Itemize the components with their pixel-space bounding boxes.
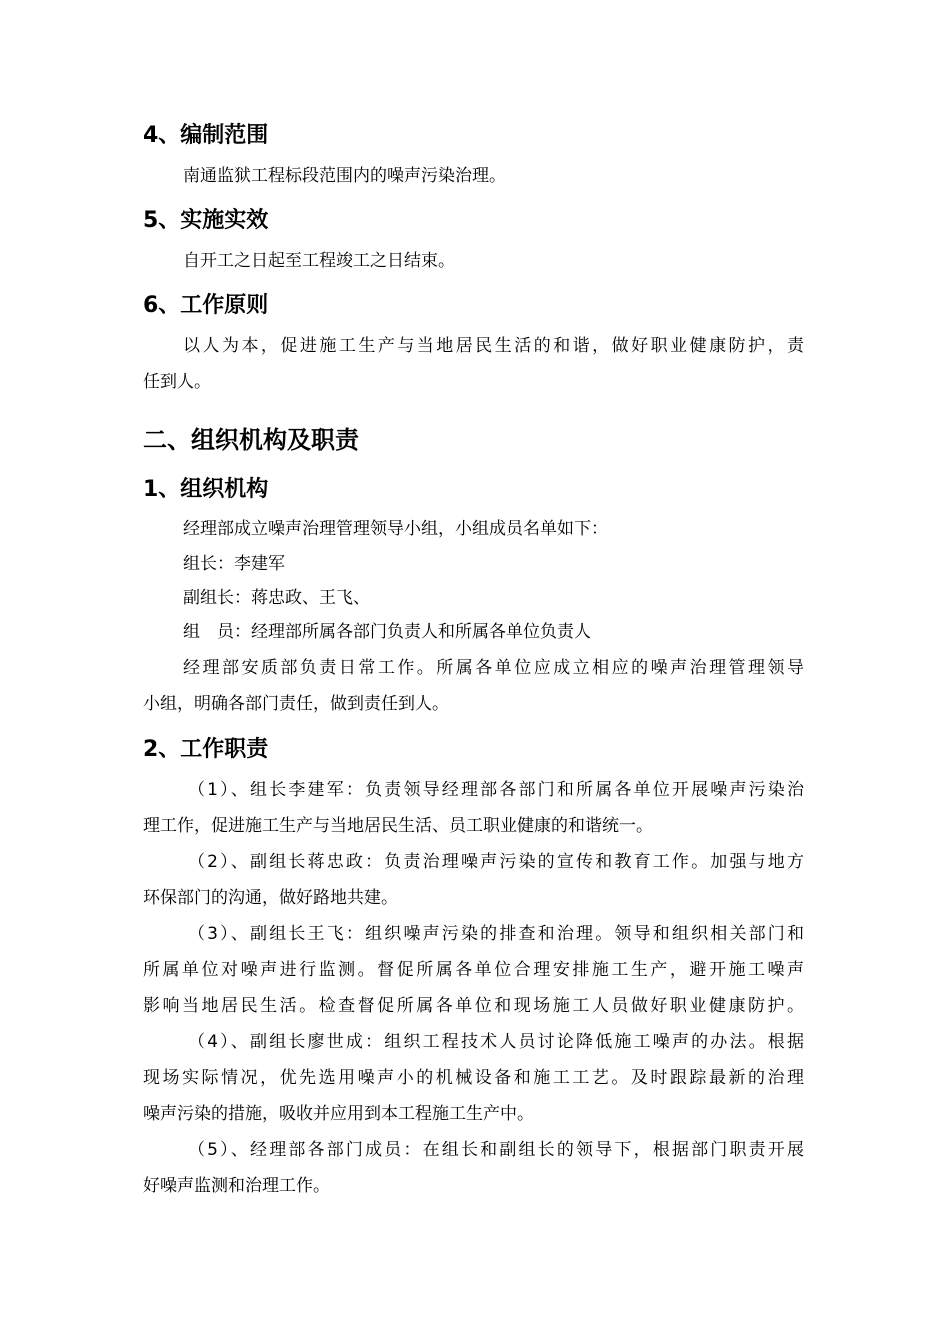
- duty-3-line-1: （3）、副组长王飞：组织噪声污染的排查和治理。领导和组织相关部门和: [188, 924, 804, 944]
- duty-2-line-1: （2）、副组长蒋忠政：负责治理噪声污染的宣传和教育工作。加强与地方: [188, 852, 804, 872]
- section-4-heading: 4、编制范围: [143, 123, 269, 148]
- duty-3-line-3: 影响当地居民生活。检查督促所属各单位和现场施工人员做好职业健康防护。: [143, 996, 804, 1016]
- section-6-text-line-1: 以人为本，促进施工生产与当地居民生活的和谐，做好职业健康防护，责: [183, 336, 804, 356]
- section-5-text: 自开工之日起至工程竣工之日结束。: [183, 251, 455, 271]
- org-intro-text: 经理部成立噪声治理管理领导小组，小组成员名单如下：: [183, 519, 608, 539]
- duty-4-line-3: 噪声污染的措施，吸收并应用到本工程施工生产中。: [143, 1104, 534, 1124]
- duty-5-line-1: （5）、经理部各部门成员：在组长和副组长的领导下，根据部门职责开展: [188, 1140, 804, 1160]
- org-members-text: 组 员：经理部所属各部门负责人和所属各单位负责人: [183, 622, 591, 642]
- duty-4-line-1: （4）、副组长廖世成：组织工程技术人员讨论降低施工噪声的办法。根据: [188, 1032, 804, 1052]
- org-office-line-2: 小组，明确各部门责任，做到责任到人。: [143, 694, 449, 714]
- duties-heading: 2、工作职责: [143, 737, 269, 762]
- org-leader-text: 组长：李建军: [183, 554, 285, 574]
- section-4-text: 南通监狱工程标段范围内的噪声污染治理。: [183, 166, 506, 186]
- duty-3-line-2: 所属单位对噪声进行监测。督促所属各单位合理安排施工生产，避开施工噪声: [143, 960, 804, 980]
- duty-5-line-2: 好噪声监测和治理工作。: [143, 1176, 330, 1196]
- duty-4-line-2: 现场实际情况，优先选用噪声小的机械设备和施工工艺。及时跟踪最新的治理: [143, 1068, 804, 1088]
- duty-1-line-1: （1）、组长李建军：负责领导经理部各部门和所属各单位开展噪声污染治: [188, 780, 804, 800]
- org-deputy-text: 副组长：蒋忠政、王飞、: [183, 588, 370, 608]
- duty-1-line-2: 理工作，促进施工生产与当地居民生活、员工职业健康的和谐统一。: [143, 816, 653, 836]
- duty-2-line-2: 环保部门的沟通，做好路地共建。: [143, 888, 398, 908]
- chapter-2-heading: 二、组织机构及职责: [143, 426, 359, 454]
- org-structure-heading: 1、组织机构: [143, 477, 269, 502]
- org-office-line-1: 经理部安质部负责日常工作。所属各单位应成立相应的噪声治理管理领导: [183, 658, 804, 678]
- section-5-heading: 5、实施实效: [143, 208, 269, 233]
- section-6-text-line-2: 任到人。: [143, 372, 211, 392]
- section-6-heading: 6、工作原则: [143, 293, 269, 318]
